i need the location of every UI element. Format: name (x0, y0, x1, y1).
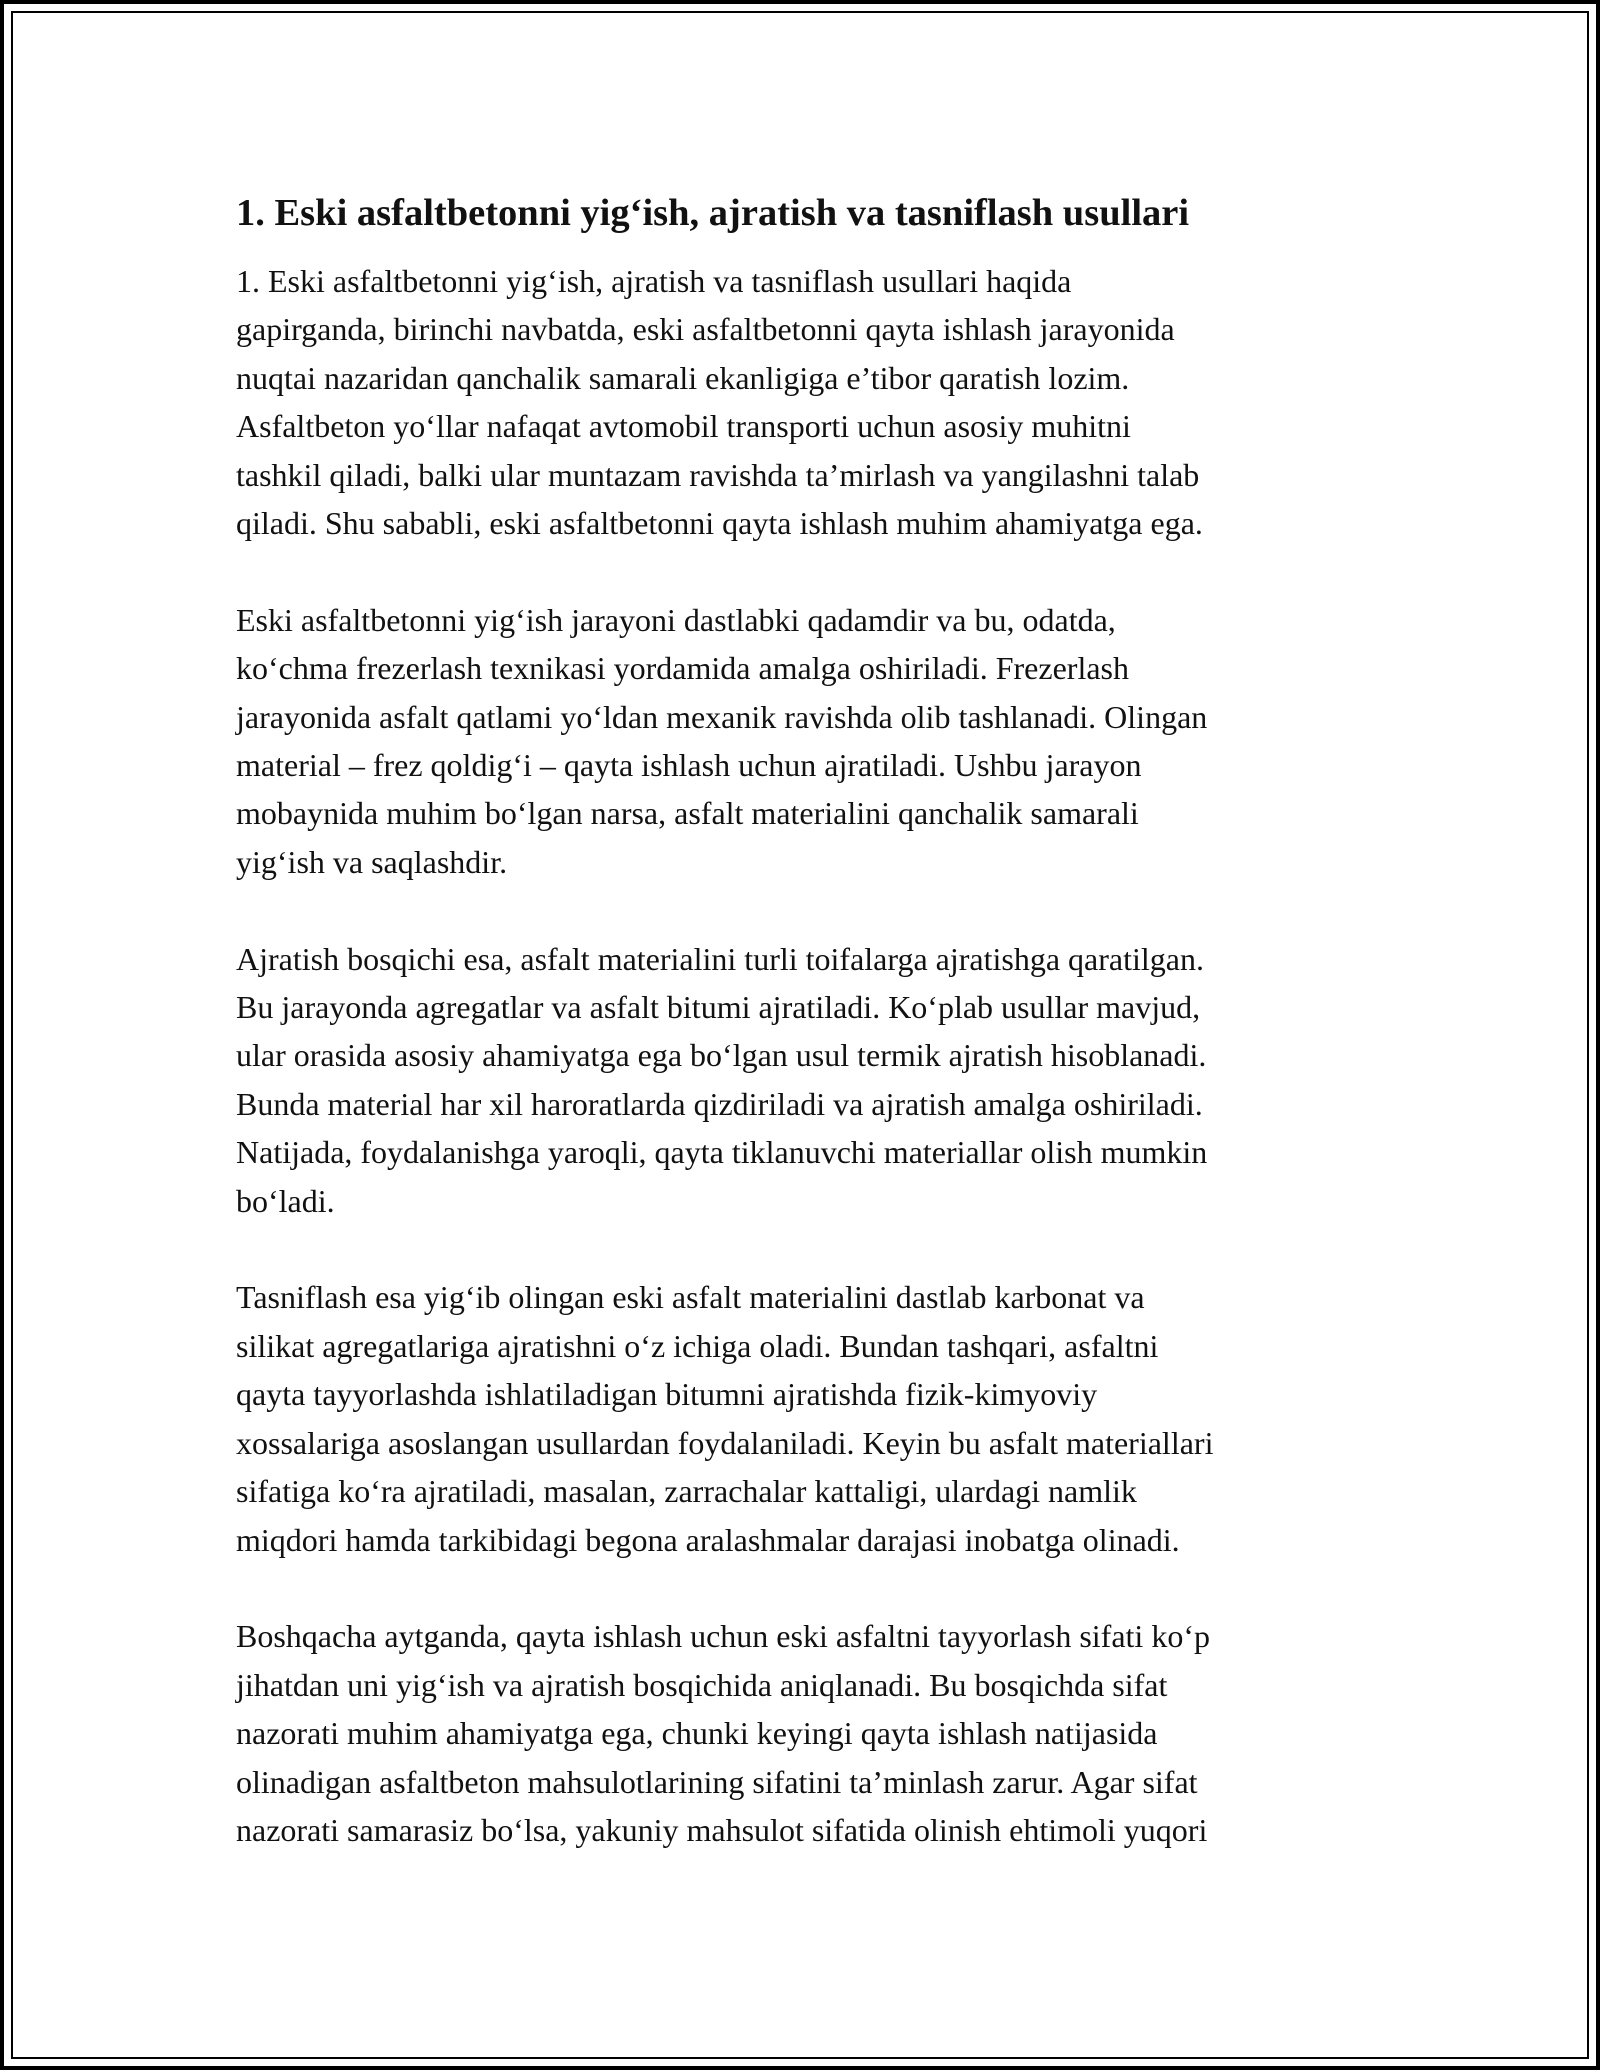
paragraph-collection: Eski asfaltbetonni yig‘ish jarayoni dastlabki qadamdir va bu, odatda, ko‘chma frezerlash texnikasi yordamida amalga oshiriladi. Frezerlash jarayonida asfalt qatlami yo‘ldan mexanik ravishda olib tashlanadi. Olingan material – frez qoldig‘i – qayta ishlash uchun ajratiladi. Ushbu jarayon mobaynida muhim bo‘lgan narsa, asfalt materialini qanchalik samarali yig‘ish va saqlashdir. (236, 601, 1208, 880)
paragraph-intro: 1. Eski asfaltbetonni yig‘ish, ajratish va tasniflash usullari haqida gapirganda, birinchi navbatda, eski asfaltbetonni qayta ishlash jarayonida nuqtai nazaridan qanchalik samarali ekanligiga e’tibor qaratish lozim. Asfaltbeton yo‘llar nafaqat avtomobil transporti uchun asosiy muhitni tashkil qiladi, balki ular muntazam ravishda ta’mirlash va yangilashni talab qiladi. Shu sababli, eski asfaltbetonni qayta ishlash muhim ahamiyatga ega. (236, 263, 1203, 542)
document-title: 1. Eski asfaltbetonni yig‘ish, ajratish va tasniflash usullari (236, 192, 1190, 234)
document-body (236, 188, 1366, 1854)
paragraph-classification: Tasniflash esa yig‘ib olingan eski asfalt materialini dastlab karbonat va silikat agregatlariga ajratishni o‘z ichiga oladi. Bundan tashqari, asfaltni qayta tayyorlashda ishlatiladigan bitumni ajratishda fizik-kimyoviy xossalariga asoslangan usullardan foydalaniladi. Keyin bu asfalt materiallari sifatiga ko‘ra ajratiladi, masalan, zarrachalar kattaligi, ulardagi namlik miqdori hamda tarkibidagi begona aralashmalar darajasi inobatga olinadi. (236, 1279, 1214, 1558)
paragraph-quality-control: Boshqacha aytganda, qayta ishlash uchun eski asfaltni tayyorlash sifati ko‘p jihatdan uni yig‘ish va ajratish bosqichida aniqlanadi. Bu bosqichda sifat nazorati muhim ahamiyatga ega, chunki keyingi qayta ishlash natijasida olinadigan asfaltbeton mahsulotlarining sifatini ta’minlash zarur. Agar sifat nazorati samarasiz bo‘lsa, yakuniy mahsulot sifatida olinish ehtimoli yuqori (236, 1618, 1210, 1848)
paragraph-separation: Ajratish bosqichi esa, asfalt materialini turli toifalarga ajratishga qaratilgan. Bu jarayonda agregatlar va asfalt bitumi ajratiladi. Ko‘plab usullar mavjud, ular orasida asosiy ahamiyatga ega bo‘lgan usul termik ajratish hisoblanadi. Bunda material har xil haroratlarda qizdiriladi va ajratish amalga oshiriladi. Natijada, foydalanishga yaroqli, qayta tiklanuvchi materiallar olish mumkin bo‘ladi. (236, 940, 1208, 1219)
